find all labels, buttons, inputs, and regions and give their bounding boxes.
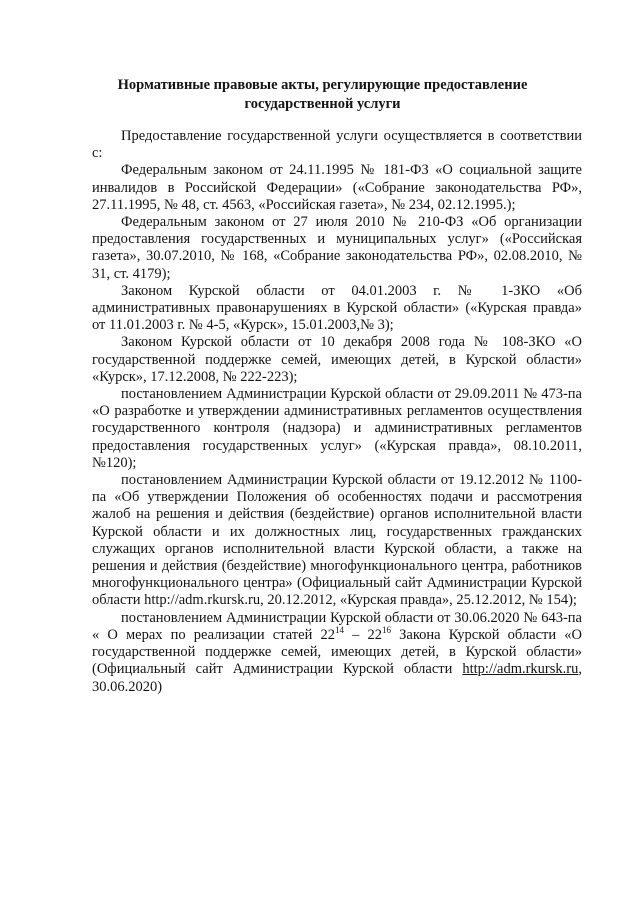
paragraph-law-108zko: Законом Курской области от 10 декабря 2008 года № 108-ЗКО «О государственной поддержке семей, имеющих детей, в Курской области» «Курск», 17.12.2008, № 222-223);: [92, 334, 582, 385]
superscript-16: 16: [382, 625, 391, 636]
title-line-1: Нормативные правовые акты, регулирующие предоставление: [117, 77, 528, 93]
decree-643-text-1: постановлением Администрации Курской области от 30.06.2020 № 643-па « О мерах по реализации статей 22: [92, 609, 582, 643]
document-body: [92, 128, 582, 696]
decree-643-text-4: , 30.06.2020): [92, 661, 582, 695]
paragraph-decree-473: постановлением Администрации Курской области от 29.09.2011 № 473-па «О разработке и утверждении административных регламентов осуществления государственного контроля (надзора) и административных регламентов предоставления государственных услуг» («Курская правда», 08.10.2011, №120);: [92, 386, 582, 471]
document-title: [70, 76, 575, 114]
paragraph-law-210: Федеральным законом от 27 июля 2010 № 210-ФЗ «Об организации предоставления государственных и муниципальных услуг» («Российская газета», 30.07.2010, № 168, «Собрание законодательства РФ», 02.08.2010, № 31, ст. 4179);: [92, 214, 582, 282]
title-line-2: государственной услуги: [244, 96, 401, 112]
paragraph-decree-643: [92, 610, 582, 696]
paragraph-law-181: Федеральным законом от 24.11.1995 № 181-ФЗ «О социальной защите инвалидов в Российской Федерации» («Собрание законодательства РФ», 27.11.1995, № 48, ст. 4563, «Российская газета», № 234, 02.12.1995.);: [92, 162, 582, 213]
decree-643-text-3: Закона Курской области «О государственной поддержке семей, имеющих детей, в Курской области» (Официальный сайт Администрации Курской области: [92, 626, 583, 678]
paragraph-law-1zko: Законом Курской области от 04.01.2003 г. № 1-ЗКО «Об административных правонарушениях в Курской области» («Курская правда» от 11.01.2003 г. № 4-5, «Курск», 15.01.2003,№ 3);: [92, 282, 582, 334]
superscript-14: 14: [334, 625, 344, 636]
official-site-link[interactable]: http://adm.rkursk.ru: [462, 661, 579, 678]
paragraph-decree-1100: постановлением Администрации Курской области от 19.12.2012 № 1100-па «Об утверждении Положения об особенностях подачи и рассмотрения жалоб на решения и действия (бездействие) органов исполнительной власти Курской области и их должностных лиц, государственных гражданских служащих органов исполнительной власти Курской области, а также на решения и действия (бездействие) многофункционального центра, работников многофункционального центра» (Официальный сайт Администрации Курской области http://adm.rkursk.ru, 20.12.2012, «Курская правда», 25.12.2012, № 154);: [92, 472, 582, 609]
decree-643-text-2: – 22: [343, 626, 382, 643]
paragraph-intro: Предоставление государственной услуги осуществляется в соответствии с:: [92, 128, 582, 162]
